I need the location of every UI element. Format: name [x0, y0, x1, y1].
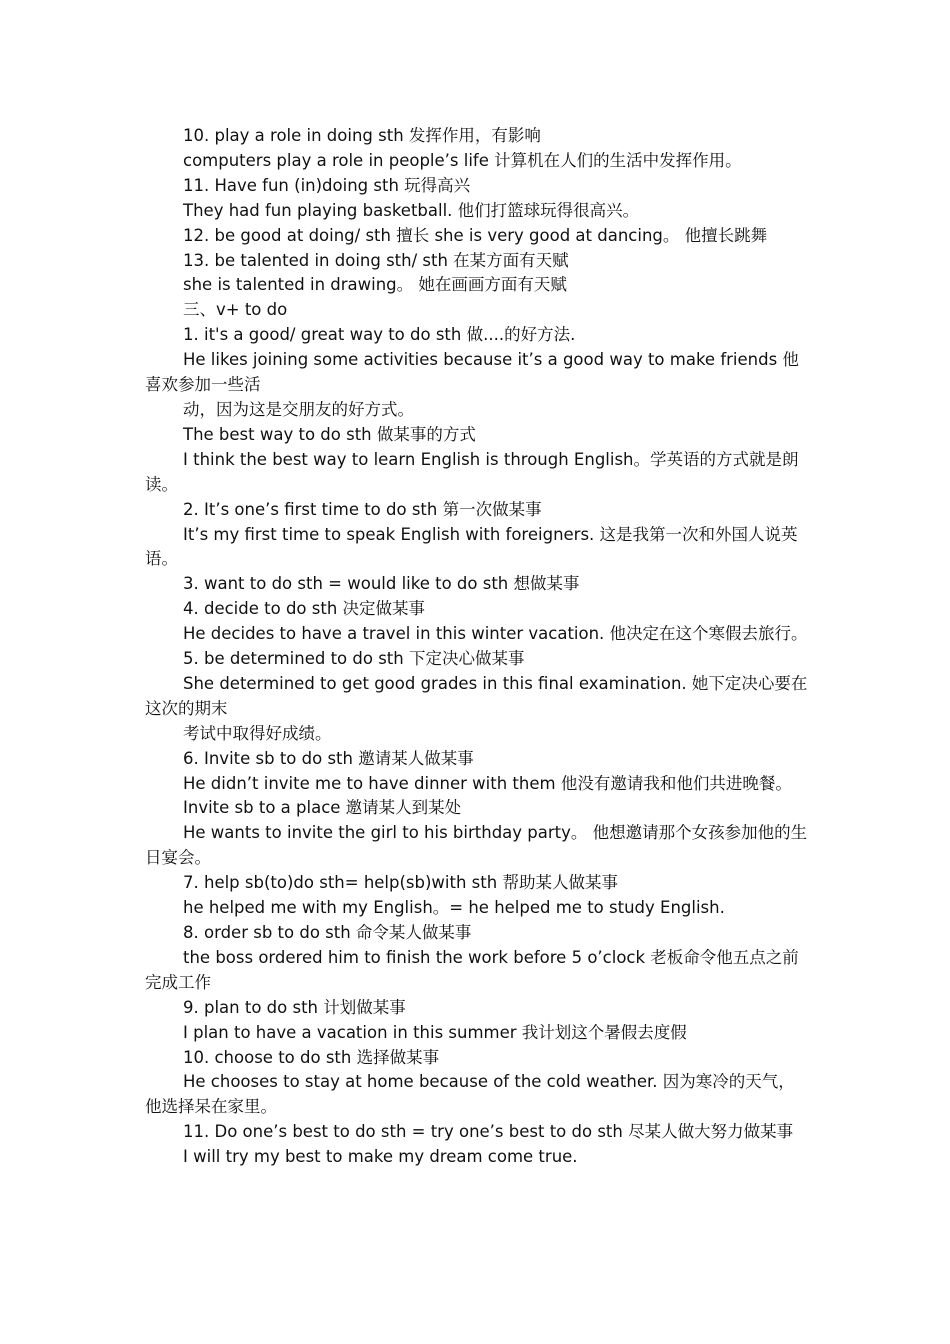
paragraph: he helped me with my English。= he helped me to study English.	[183, 898, 725, 918]
document-body	[145, 124, 810, 1170]
paragraph: They had fun playing basketball. 他们打篮球玩得很高兴。	[183, 200, 640, 220]
paragraph: 7. help sb(to)do sth= help(sb)with sth 帮助某人做某事	[183, 873, 618, 893]
paragraph: I plan to have a vacation in this summer 我计划这个暑假去度假	[183, 1022, 687, 1042]
paragraph: I think the best way to learn English is through English。学英语的方式就是朗读。	[145, 449, 799, 494]
paragraph: She determined to get good grades in this final examination. 她下定决心要在这次的期末	[145, 673, 808, 718]
paragraph: 11. Have fun (in)doing sth 玩得高兴	[183, 175, 471, 195]
paragraph: the boss ordered him to finish the work before 5 o’clock 老板命令他五点之前完成工作	[145, 947, 799, 992]
paragraph: 动，因为这是交朋友的好方式。	[183, 399, 414, 419]
paragraph: 5. be determined to do sth 下定决心做某事	[183, 649, 525, 669]
paragraph: 2. It’s one’s first time to do sth 第一次做某事	[183, 499, 542, 519]
paragraph: 10. choose to do sth 选择做某事	[183, 1047, 440, 1067]
paragraph: It’s my first time to speak English with foreigners. 这是我第一次和外国人说英语。	[145, 524, 798, 569]
paragraph: I will try my best to make my dream come true.	[183, 1147, 578, 1167]
paragraph: Invite sb to a place 邀请某人到某处	[183, 798, 462, 818]
paragraph: He wants to invite the girl to his birthday party。 他想邀请那个女孩参加他的生日宴会。	[145, 823, 808, 868]
paragraph: 3. want to do sth = would like to do sth 想做某事	[183, 574, 580, 594]
paragraph: 8. order sb to do sth 命令某人做某事	[183, 923, 472, 942]
paragraph: 13. be talented in doing sth/ sth 在某方面有天赋	[183, 250, 569, 270]
paragraph: 4. decide to do sth 决定做某事	[183, 599, 426, 619]
paragraph: He chooses to stay at home because of the cold weather. 因为寒冷的天气，他选择呆在家里。	[145, 1072, 795, 1117]
section-heading: 三、v+ to do	[183, 300, 288, 320]
paragraph: 6. Invite sb to do sth 邀请某人做某事	[183, 748, 474, 768]
paragraph: 11. Do one’s best to do sth = try one’s best to do sth 尽某人做大努力做某事	[183, 1122, 794, 1142]
paragraph: computers play a role in people’s life 计算机在人们的生活中发挥作用。	[183, 150, 742, 170]
paragraph: 9. plan to do sth 计划做某事	[183, 997, 406, 1017]
paragraph: 1. it's a good/ great way to do sth 做....的好方法.	[183, 325, 576, 345]
paragraph: she is talented in drawing。 她在画画方面有天赋	[183, 275, 567, 295]
paragraph: He decides to have a travel in this winter vacation. 他决定在这个寒假去旅行。	[183, 624, 808, 644]
paragraph: He didn’t invite me to have dinner with them 他没有邀请我和他们共进晚餐。	[183, 773, 792, 793]
paragraph: The best way to do sth 做某事的方式	[183, 424, 476, 444]
paragraph: 12. be good at doing/ sth 擅长 she is very good at dancing。 他擅长跳舞	[183, 225, 768, 245]
paragraph: 考试中取得好成绩。	[183, 723, 332, 743]
paragraph: 10. play a role in doing sth 发挥作用，有影响	[183, 126, 541, 145]
paragraph: He likes joining some activities because it’s a good way to make friends 他喜欢参加一些活	[145, 350, 799, 395]
